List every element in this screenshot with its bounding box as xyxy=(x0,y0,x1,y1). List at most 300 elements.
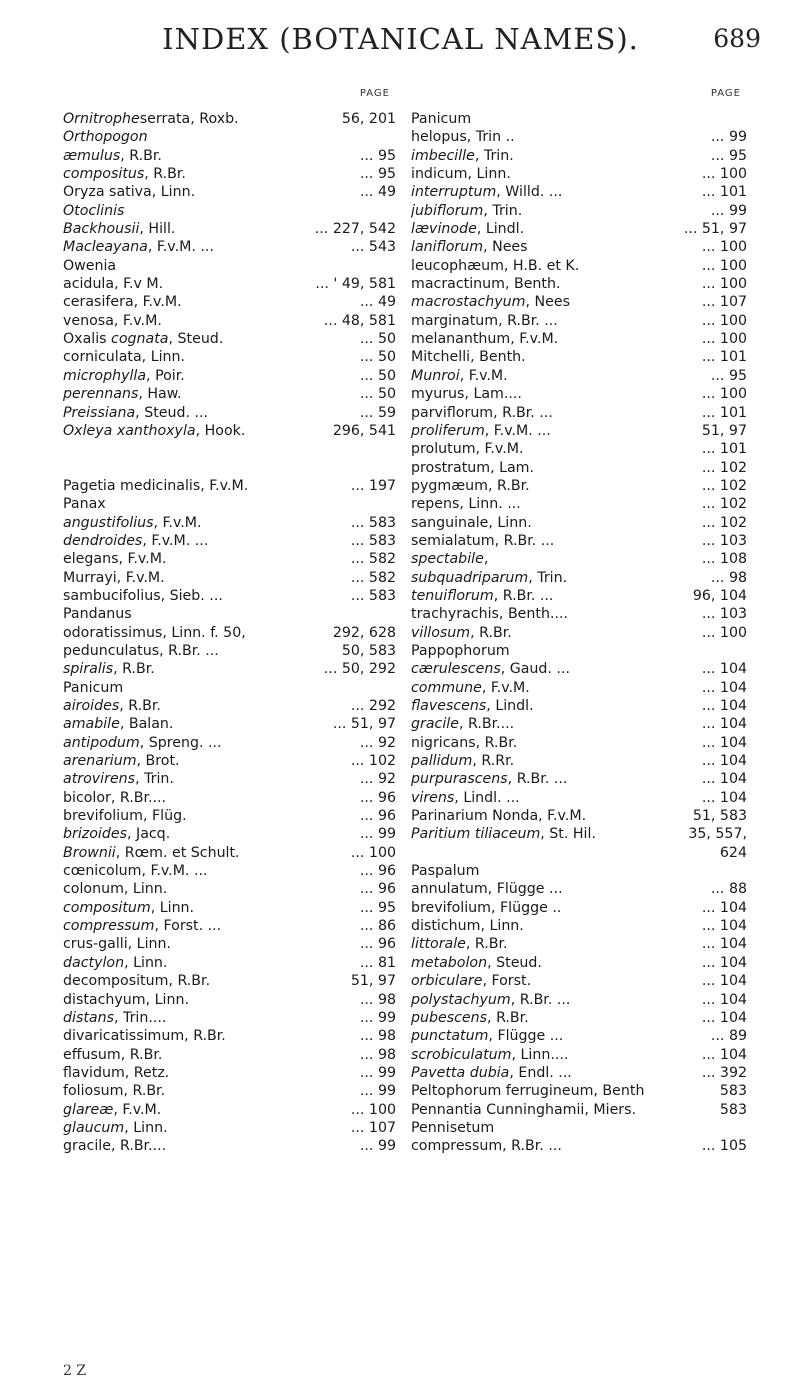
entry-term: laniflorum xyxy=(411,239,484,256)
entry-name xyxy=(411,312,702,330)
entry-author: , Willd. ... xyxy=(496,184,563,201)
entry-term: Murrayi, F.v.M. xyxy=(63,569,165,586)
index-entry xyxy=(411,715,747,733)
entry-author: , F.v.M. xyxy=(153,514,202,531)
index-entry xyxy=(411,202,747,220)
entry-name xyxy=(63,770,360,788)
index-entry xyxy=(63,935,396,953)
entry-name xyxy=(63,1027,360,1045)
entry-page-ref: ... 108 xyxy=(701,551,747,568)
index-entry xyxy=(63,660,396,678)
entry-page-ref: ... 104 xyxy=(701,991,747,1008)
index-entry xyxy=(63,899,396,917)
entry-name xyxy=(411,880,711,898)
index-entry xyxy=(63,770,396,788)
entry-name xyxy=(63,257,396,275)
entry-term: Panicum xyxy=(411,111,472,127)
index-entry xyxy=(63,1137,396,1155)
index-entry xyxy=(63,550,396,568)
entry-term: Orthopogon xyxy=(63,129,148,146)
entry-term: compressum, R.Br. ... xyxy=(411,1138,562,1155)
entry-author: , Lindl. xyxy=(476,221,525,238)
index-entry xyxy=(63,972,396,990)
entry-page-ref: ... 103 xyxy=(701,606,747,623)
entry-author: , R.Br. xyxy=(144,166,186,183)
index-entry xyxy=(63,1082,396,1100)
entry-name xyxy=(63,147,360,165)
entry-page-ref: ... 105 xyxy=(701,1138,747,1155)
entry-name xyxy=(411,679,702,697)
entry-author: , Lindl. ... xyxy=(454,789,520,806)
entry-page-ref: 51, 97 xyxy=(701,422,747,439)
entry-page-ref: ... 96 xyxy=(359,881,396,898)
entry-page-ref: ... 99 xyxy=(359,1009,396,1026)
entry-term: subquadriparum xyxy=(411,569,529,586)
entry-term: effusum, R.Br. xyxy=(63,1046,163,1063)
entry-name xyxy=(63,935,360,953)
entry-page-ref: ... 100 xyxy=(701,239,747,256)
entry-name xyxy=(63,202,396,220)
entry-term: scrobiculatum xyxy=(411,1046,512,1063)
index-entry xyxy=(411,752,747,770)
entry-term: dactylon xyxy=(63,954,125,971)
index-entry xyxy=(63,715,396,733)
entry-author: , Trin. xyxy=(528,569,568,586)
entry-name xyxy=(411,660,702,678)
entry-name xyxy=(63,128,396,146)
index-entry xyxy=(411,312,747,330)
entry-author: , Balan. xyxy=(119,716,174,733)
index-entry xyxy=(63,1046,396,1064)
entry-name xyxy=(411,1082,720,1100)
index-entry xyxy=(411,569,747,587)
entry-page-ref: ... 95 xyxy=(359,166,396,183)
entry-term: tenuiflorum xyxy=(411,587,494,604)
entry-name xyxy=(63,385,360,403)
entry-name xyxy=(63,715,333,733)
entry-page-ref: ... 104 xyxy=(701,918,747,935)
entry-term: commune xyxy=(411,679,482,696)
entry-term: marginatum, R.Br. ... xyxy=(411,312,558,329)
entry-name xyxy=(63,954,360,972)
entry-term: Pandanus xyxy=(63,606,132,623)
entry-page-ref: ... 100 xyxy=(350,844,396,861)
index-entry xyxy=(63,110,396,128)
index-entry xyxy=(63,147,396,165)
entry-page-ref: ... 51, 97 xyxy=(683,221,747,238)
entry-name xyxy=(63,422,333,440)
entry-author: , Hill. xyxy=(139,221,176,238)
index-entry xyxy=(63,569,396,587)
index-entry xyxy=(63,220,396,238)
entry-author: , Brot. xyxy=(136,753,180,770)
entry-term: odoratissimus, Linn. f. 50, xyxy=(63,624,246,641)
index-entry xyxy=(411,128,747,146)
entry-page-ref: ... 100 xyxy=(701,166,747,183)
index-entry xyxy=(411,404,747,422)
index-entry xyxy=(63,1119,396,1137)
index-entry xyxy=(411,275,747,293)
entry-name xyxy=(411,587,693,605)
index-entry xyxy=(411,770,747,788)
entry-author: , R.Br.... xyxy=(458,716,515,733)
entry-name xyxy=(411,1119,747,1137)
index-entry xyxy=(63,917,396,935)
entry-term: gracile, R.Br.... xyxy=(63,1138,167,1155)
index-entry xyxy=(411,367,747,385)
entry-page-ref: ... 99 xyxy=(359,1138,396,1155)
entry-author: , Trin. xyxy=(474,147,514,164)
entry-author: , R.Br. xyxy=(119,698,161,714)
entry-term: sambucifolius, Sieb. ... xyxy=(63,587,223,604)
index-entry xyxy=(63,128,396,146)
entry-term: gracile xyxy=(411,716,459,733)
entry-page-ref: ... 96 xyxy=(359,808,396,825)
entry-page-ref: ... 107 xyxy=(701,294,747,311)
entry-term: littorale xyxy=(411,936,466,953)
index-entry xyxy=(411,660,747,678)
entry-name xyxy=(63,330,360,348)
entry-term: spiralis xyxy=(63,661,114,678)
page-column-label: PAGE xyxy=(359,88,390,99)
entry-term: angustifolius xyxy=(63,514,154,531)
entry-term: cœnicolum, F.v.M. ... xyxy=(63,863,208,880)
entry-page-ref: ... 103 xyxy=(701,532,747,549)
index-entry xyxy=(411,991,747,1009)
entry-author: , R.Br. xyxy=(113,661,155,678)
entry-page-ref: ... 98 xyxy=(359,1028,396,1045)
index-entry xyxy=(411,477,747,495)
entry-page-ref: ... 101 xyxy=(701,184,747,201)
entry-page-ref: ... 95 xyxy=(710,367,747,384)
entry-name xyxy=(63,1064,360,1082)
index-entry xyxy=(63,844,396,862)
entry-term: dendroides xyxy=(63,532,143,549)
entry-page-ref: 96, 104 xyxy=(692,587,747,604)
entry-name xyxy=(63,991,360,1009)
entry-page-ref: 296, 541 xyxy=(332,422,396,439)
entry-author: , R.Br. xyxy=(487,1009,529,1026)
entry-name xyxy=(411,1137,702,1155)
entry-term: jubiflorum xyxy=(411,202,484,219)
index-entry xyxy=(63,440,396,458)
entry-author: , F.v.M. xyxy=(459,367,508,384)
entry-page-ref: 583 xyxy=(719,1083,747,1100)
entry-name xyxy=(411,954,702,972)
entry-name xyxy=(63,587,351,605)
entry-page-ref: ... 98 xyxy=(710,569,747,586)
entry-author: , R.Br. xyxy=(465,936,508,953)
entry-page-ref: ... 104 xyxy=(701,771,747,788)
entry-term: cærulescens xyxy=(411,661,501,678)
index-entry xyxy=(63,697,396,715)
entry-term: cerasifera, F.v.M. xyxy=(63,294,182,311)
entry-page-ref: ... 49 xyxy=(359,184,396,201)
entry-name xyxy=(63,734,360,752)
entry-page-ref: ... 104 xyxy=(701,698,747,714)
entry-name xyxy=(63,514,351,532)
entry-term: Brownii xyxy=(63,844,116,861)
index-entry xyxy=(411,293,747,311)
entry-page-ref: ... 101 xyxy=(701,441,747,458)
entry-term: Mitchelli, Benth. xyxy=(411,349,526,366)
entry-name xyxy=(411,202,711,220)
entry-name xyxy=(411,385,702,403)
entry-name xyxy=(63,624,333,642)
entry-author: , F.v.M. xyxy=(481,679,530,696)
entry-term: lævinode xyxy=(411,221,477,238)
entry-name xyxy=(63,844,351,862)
entry-term: brizoides xyxy=(63,826,127,843)
entry-page-ref: ... 51, 97 xyxy=(332,716,396,733)
index-entry xyxy=(411,1137,747,1155)
entry-author: , Hook. xyxy=(195,422,246,439)
entry-term: trachyrachis, Benth.... xyxy=(411,606,568,623)
entry-name xyxy=(411,459,702,477)
index-entry xyxy=(411,587,747,605)
entry-name xyxy=(63,862,360,880)
entry-page-ref: ... 104 xyxy=(701,1046,747,1063)
index-entry xyxy=(411,624,747,642)
entry-name xyxy=(411,825,688,843)
entry-name xyxy=(63,752,351,770)
entry-author: , Flügge ... xyxy=(488,1028,564,1045)
index-entry xyxy=(411,495,747,513)
entry-page-ref: ... 292 xyxy=(350,698,396,714)
entry-name xyxy=(411,330,702,348)
entry-name xyxy=(411,752,702,770)
index-entry xyxy=(63,202,396,220)
entry-term: Ornitrophe xyxy=(63,111,140,127)
index-entry xyxy=(63,880,396,898)
entry-page-ref: ... 59 xyxy=(359,404,396,421)
entry-name xyxy=(411,1009,702,1027)
entry-name xyxy=(411,605,702,623)
entry-author: , F.v.M. ... xyxy=(142,532,209,549)
entry-author: , Linn. xyxy=(124,1119,168,1136)
entry-author-suffix: , Steud. xyxy=(168,331,224,348)
index-entry xyxy=(411,679,747,697)
entry-name xyxy=(63,404,360,422)
index-entry xyxy=(411,844,747,862)
entry-term: acidula, F.v M. xyxy=(63,276,164,293)
entry-term: pubescens xyxy=(411,1009,488,1026)
entry-name xyxy=(411,1101,720,1119)
index-entry xyxy=(63,605,396,623)
entry-term: flavidum, Retz. xyxy=(63,1064,170,1081)
entry-page-ref: ... 104 xyxy=(701,789,747,806)
entry-page-ref: ... 50 xyxy=(359,367,396,384)
entry-name xyxy=(63,495,396,513)
index-entry xyxy=(63,862,396,880)
entry-page-ref: ... 95 xyxy=(359,147,396,164)
index-column-left xyxy=(63,88,396,1156)
entry-term: æmulus xyxy=(63,147,121,164)
entry-page-ref: ... 392 xyxy=(701,1064,747,1081)
entry-term: microphylla xyxy=(63,367,147,384)
entry-name xyxy=(411,532,702,550)
entry-term: pedunculatus, R.Br. ... xyxy=(63,642,219,659)
entry-term: decompositum, R.Br. xyxy=(63,973,211,990)
entry-author: , Linn. xyxy=(124,954,168,971)
entry-name xyxy=(63,825,360,843)
entry-author: , R.Rr. xyxy=(472,753,515,770)
entry-page-ref: ... ' 49, 581 xyxy=(315,276,396,293)
entry-author: , Linn. xyxy=(150,899,195,916)
entry-term: distachyum, Linn. xyxy=(63,991,189,1008)
entry-term: macractinum, Benth. xyxy=(411,276,561,293)
entry-term: Oryza sativa, Linn. xyxy=(63,184,196,201)
index-entry xyxy=(63,807,396,825)
entry-author: , Haw. xyxy=(138,386,182,403)
entry-term: nigricans, R.Br. xyxy=(411,734,518,751)
index-entry xyxy=(63,991,396,1009)
running-title: INDEX (BOTANICAL NAMES). xyxy=(162,22,639,56)
entry-term: divaricatissimum, R.Br. xyxy=(63,1028,226,1045)
entry-term: venosa, F.v.M. xyxy=(63,312,162,329)
entry-name xyxy=(411,495,702,513)
index-entry xyxy=(63,954,396,972)
entry-name xyxy=(411,147,711,165)
entry-page-ref: ... 99 xyxy=(359,1083,396,1100)
index-entry xyxy=(63,183,396,201)
entry-list-left xyxy=(63,110,396,1156)
entry-term: pallidum xyxy=(411,753,473,770)
index-entry xyxy=(411,734,747,752)
entry-page-ref: 624 xyxy=(719,844,747,861)
entry-name xyxy=(411,404,702,422)
entry-page-ref: 583 xyxy=(719,1101,747,1118)
index-entry xyxy=(63,404,396,422)
entry-term: Paritium tiliaceum xyxy=(411,826,541,843)
entry-term: colonum, Linn. xyxy=(63,881,168,898)
entry-name xyxy=(63,165,360,183)
entry-author: , Trin. xyxy=(135,771,174,788)
index-entry xyxy=(63,1101,396,1119)
entry-term: Pappophorum xyxy=(411,642,510,659)
entry-name xyxy=(63,1119,351,1137)
entry-page-ref: 51, 583 xyxy=(692,808,747,825)
entry-name xyxy=(411,477,702,495)
entry-term: polystachyum xyxy=(411,991,511,1008)
index-entry xyxy=(411,165,747,183)
entry-name xyxy=(411,624,702,642)
index-entry xyxy=(63,312,396,330)
index-entry xyxy=(63,587,396,605)
entry-term: sanguinale, Linn. xyxy=(411,514,532,531)
index-entry xyxy=(411,220,747,238)
entry-name xyxy=(411,1046,702,1064)
entry-page-ref: ... 50, 292 xyxy=(323,661,396,678)
entry-term: Panax xyxy=(63,496,106,513)
index-entry xyxy=(411,147,747,165)
index-entry xyxy=(63,495,396,513)
index-entry xyxy=(411,459,747,477)
entry-name xyxy=(63,1046,360,1064)
entry-term: crus-galli, Linn. xyxy=(63,936,172,953)
entry-page-ref: ... 583 xyxy=(350,532,396,549)
entry-page-ref: ... 88 xyxy=(710,881,747,898)
index-entry xyxy=(63,330,396,348)
entry-page-ref: ... 582 xyxy=(350,551,396,568)
entry-name xyxy=(63,569,351,587)
entry-term: Oxleya xanthoxyla xyxy=(63,422,196,439)
entry-page-ref: ... 104 xyxy=(701,973,747,990)
entry-page-ref: ... 99 xyxy=(359,1064,396,1081)
entry-author: , Spreng. ... xyxy=(139,734,222,751)
entry-term: antipodum xyxy=(63,734,140,751)
entry-name xyxy=(411,550,702,568)
entry-name xyxy=(63,899,360,917)
entry-name xyxy=(411,899,702,917)
entry-page-ref: ... 99 xyxy=(710,129,747,146)
entry-name xyxy=(63,220,315,238)
entry-name xyxy=(63,183,360,201)
entry-term: Pavetta dubia xyxy=(411,1064,510,1081)
entry-name xyxy=(411,972,702,990)
entry-page-ref: ... 543 xyxy=(350,239,396,256)
entry-name xyxy=(411,862,747,880)
index-column-right xyxy=(411,88,747,1156)
entry-term: brevifolium, Flüg. xyxy=(63,808,187,825)
entry-author: , Linn.... xyxy=(511,1046,569,1063)
entry-author: , F.v.M. xyxy=(113,1101,162,1118)
index-entry xyxy=(411,862,747,880)
entry-name xyxy=(411,715,702,733)
entry-name xyxy=(63,880,360,898)
entry-author: , R.Br. ... xyxy=(510,991,571,1008)
entry-term: proliferum xyxy=(411,422,485,439)
entry-page-ref: ... 49 xyxy=(359,294,396,311)
entry-term: elegans, F.v.M. xyxy=(63,551,167,568)
entry-author: cognata xyxy=(106,331,169,348)
entry-page-ref: ... 102 xyxy=(701,496,747,513)
entry-page-ref: ... 101 xyxy=(701,404,747,421)
index-entry xyxy=(411,1009,747,1027)
index-entry xyxy=(411,954,747,972)
entry-page-ref: 51, 97 xyxy=(350,973,396,990)
entry-term: bicolor, R.Br.... xyxy=(63,789,167,806)
entry-term: brevifolium, Flügge .. xyxy=(411,899,562,916)
entry-name xyxy=(411,1027,711,1045)
entry-name xyxy=(411,807,693,825)
entry-page-ref: ... 104 xyxy=(701,936,747,953)
entry-name xyxy=(411,1064,702,1082)
entry-term: Peltophorum ferrugineum, Benth xyxy=(411,1083,645,1100)
entry-term: distichum, Linn. xyxy=(411,918,524,935)
index-entry xyxy=(63,367,396,385)
entry-page-ref: ... 99 xyxy=(359,826,396,843)
index-entry xyxy=(63,422,396,440)
index-entry xyxy=(63,734,396,752)
entry-term: amabile xyxy=(63,716,120,733)
entry-page-ref: 35, 557, xyxy=(688,826,747,843)
entry-name xyxy=(63,807,360,825)
entry-term: parviflorum, R.Br. ... xyxy=(411,404,553,421)
entry-author: , Endl. ... xyxy=(509,1064,572,1081)
entry-page-ref: ... 96 xyxy=(359,863,396,880)
entry-author: , R.Br. xyxy=(120,147,162,164)
entry-page-ref: ... 89 xyxy=(710,1028,747,1045)
entry-author: , xyxy=(483,551,489,568)
entry-author: , Steud. xyxy=(487,954,542,971)
entry-name xyxy=(411,642,747,660)
entry-term: Pennantia Cunninghamii, Miers. xyxy=(411,1101,637,1118)
entry-name xyxy=(411,238,702,256)
entry-term: perennans xyxy=(63,386,139,403)
entry-author: , St. Hil. xyxy=(540,826,596,843)
entry-name xyxy=(63,1137,360,1155)
